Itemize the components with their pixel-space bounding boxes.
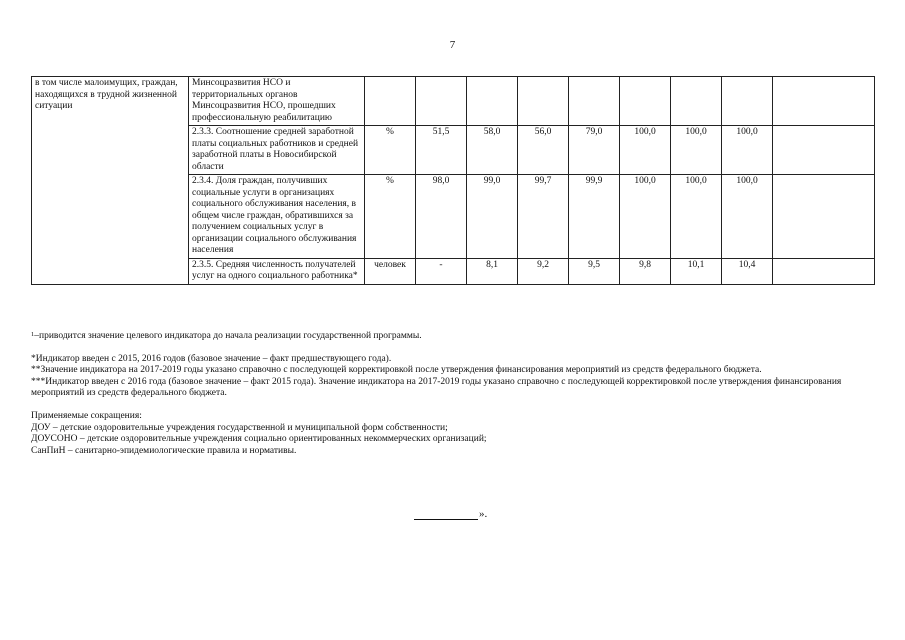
value-cell: 100,0: [620, 126, 671, 175]
value-cell: [620, 77, 671, 126]
abbreviation-item: ДОУСОНО – детские оздоровительные учреждения социально ориентированных некоммерческих организаций;: [31, 434, 487, 445]
value-cell: 98,0: [416, 175, 467, 259]
value-cell: [416, 77, 467, 126]
unit-cell: %: [365, 126, 416, 175]
abbreviations-title: Применяемые сокращения:: [31, 410, 142, 421]
value-cell: 100,0: [671, 175, 722, 259]
unit-cell: человек: [365, 258, 416, 284]
footnote-mark: 1: [31, 331, 35, 338]
value-cell: [722, 77, 773, 126]
closing-line: [414, 508, 478, 520]
value-cell: 10,4: [722, 258, 773, 284]
abbreviation-item: СанПиН – санитарно-эпидемиологические правила и нормативы.: [31, 445, 297, 456]
value-cell: 100,0: [620, 175, 671, 259]
value-cell: 51,5: [416, 126, 467, 175]
note-double-star: **Значение индикатора на 2017-2019 годы указано справочно с последующей корректировкой после утверждения финансирования мероприятий из средств федерального бюджета.: [31, 365, 762, 376]
value-cell: [671, 77, 722, 126]
value-cell: 9,8: [620, 258, 671, 284]
indicator-cell: Минсоцразвития НСО и территориальных органов Минсоцразвития НСО, прошедших профессиональную реабилитацию: [189, 77, 365, 126]
value-cell: [773, 126, 875, 175]
value-cell: 56,0: [518, 126, 569, 175]
value-cell: 100,0: [722, 175, 773, 259]
footnote: [31, 331, 876, 343]
value-cell: 99,9: [569, 175, 620, 259]
value-cell: 8,1: [467, 258, 518, 284]
indicator-cell: 2.3.5. Средняя численность получателей услуг на одного социального работника*: [189, 258, 365, 284]
value-cell: [773, 175, 875, 259]
value-cell: [518, 77, 569, 126]
value-cell: 58,0: [467, 126, 518, 175]
value-cell: 9,2: [518, 258, 569, 284]
closing-quote: ».: [479, 508, 488, 520]
value-cell: 100,0: [671, 126, 722, 175]
value-cell: [773, 77, 875, 126]
unit-cell: [365, 77, 416, 126]
footnote-text: –приводится значение целевого индикатора до начала реализации государственной программы.: [34, 331, 422, 341]
abbreviation-item: ДОУ – детские оздоровительные учреждения государственной и муниципальной форм собственности;: [31, 422, 448, 433]
value-cell: -: [416, 258, 467, 284]
value-cell: 10,1: [671, 258, 722, 284]
value-cell: [569, 77, 620, 126]
indicator-cell: 2.3.4. Доля граждан, получивших социальные услуги в организациях социального обслуживания населения, в общем числе граждан, обратившихся за получением социальных услуг в организации социального обслуживания населения: [189, 175, 365, 259]
notes-section: [31, 331, 876, 457]
group-label-cell: в том числе малоимущих, граждан, находящихся в трудной жизненной ситуации: [32, 77, 189, 285]
value-cell: 100,0: [722, 126, 773, 175]
note-single-star: *Индикатор введен с 2015, 2016 годов (базовое значение – факт предшествующего года).: [31, 353, 392, 364]
note-triple-star: ***Индикатор введен с 2016 года (базовое значение – факт 2015 года). Значение индикатора на 2017-2019 годы указано справочно с последующей корректировкой после утверждения финансирования мероприятий из средств федерального бюджета.: [31, 376, 842, 399]
value-cell: 79,0: [569, 126, 620, 175]
indicators-table: [31, 76, 875, 285]
value-cell: 9,5: [569, 258, 620, 284]
value-cell: 99,7: [518, 175, 569, 259]
value-cell: [773, 258, 875, 284]
indicator-cell: 2.3.3. Соотношение средней заработной платы социальных работников и средней заработной платы в Новосибирской области: [189, 126, 365, 175]
value-cell: [467, 77, 518, 126]
page-number: 7: [449, 39, 456, 51]
table-row: [32, 77, 875, 126]
unit-cell: %: [365, 175, 416, 259]
closing-mark: [414, 508, 487, 520]
value-cell: 99,0: [467, 175, 518, 259]
